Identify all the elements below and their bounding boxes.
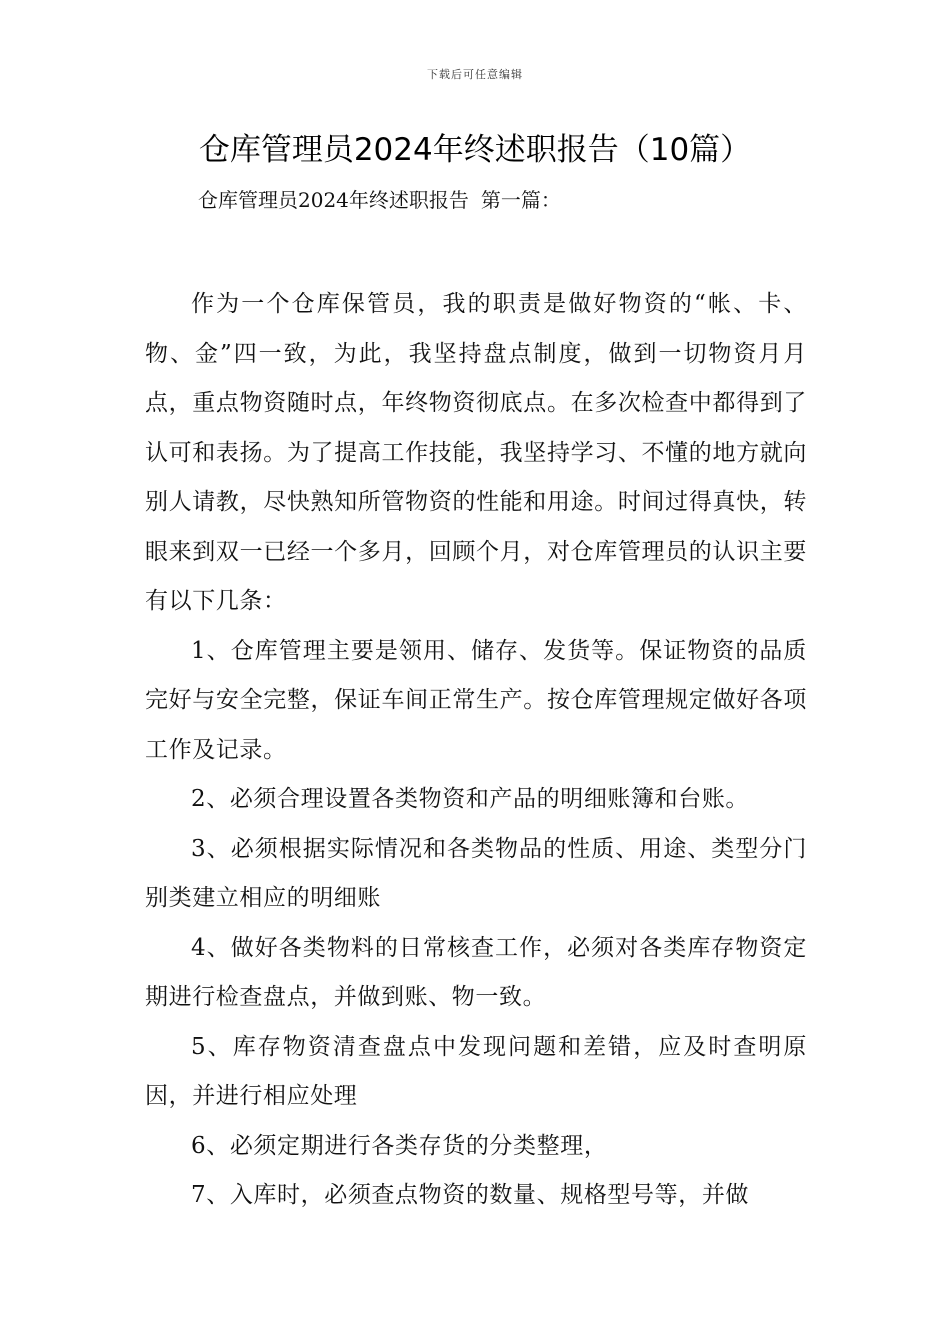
document-title: 仓库管理员2024年终述职报告（10篇） [198, 132, 752, 168]
paragraph-item-3: 3、必须根据实际情况和各类物品的性质、用途、类型分门别类建立相应的明细账 [145, 835, 807, 911]
section-heading [198, 182, 561, 218]
header-note: 下载后可任意编辑 [427, 68, 523, 81]
paragraph-item-4: 4、做好各类物料的日常核查工作，必须对各类库存物资定期进行检查盘点，并做到账、物一致。 [145, 934, 807, 1010]
paragraph-item-6: 6、必须定期进行各类存货的分类整理， [191, 1132, 608, 1159]
paragraph-intro: 作为一个仓库保管员，我的职责是做好物资的“帐、卡、物、金”四一致，为此，我坚持盘点制度，做到一切物资月月点，重点物资随时点，年终物资彻底点。在多次检查中都得到了认可和表扬。为了提高工作技能，我坚持学习、不懂的地方就向别人请教，尽快熟知所管物资的性能和用途。时间过得真快，转眼来到双一已经一个多月，回顾个月，对仓库管理员的认识主要有以下几条： [145, 291, 807, 614]
paragraph-item-7: 7、入库时，必须查点物资的数量、规格型号等，并做 [191, 1182, 750, 1208]
paragraph-item-2: 2、必须合理设置各类物资和产品的明细账簿和台账。 [191, 786, 750, 812]
section-heading-text: 仓库管理员2024年终述职报告 [198, 188, 469, 212]
section-label: 第一篇： [480, 188, 561, 212]
body-text [145, 280, 807, 1221]
paragraph-item-1: 1、仓库管理主要是领用、储存、发货等。保证物资的品质完好与安全完整，保证车间正常生产。按仓库管理规定做好各项工作及记录。 [145, 637, 807, 763]
paragraph-item-5: 5、库存物资清查盘点中发现问题和差错，应及时查明原因，并进行相应处理 [145, 1033, 807, 1109]
